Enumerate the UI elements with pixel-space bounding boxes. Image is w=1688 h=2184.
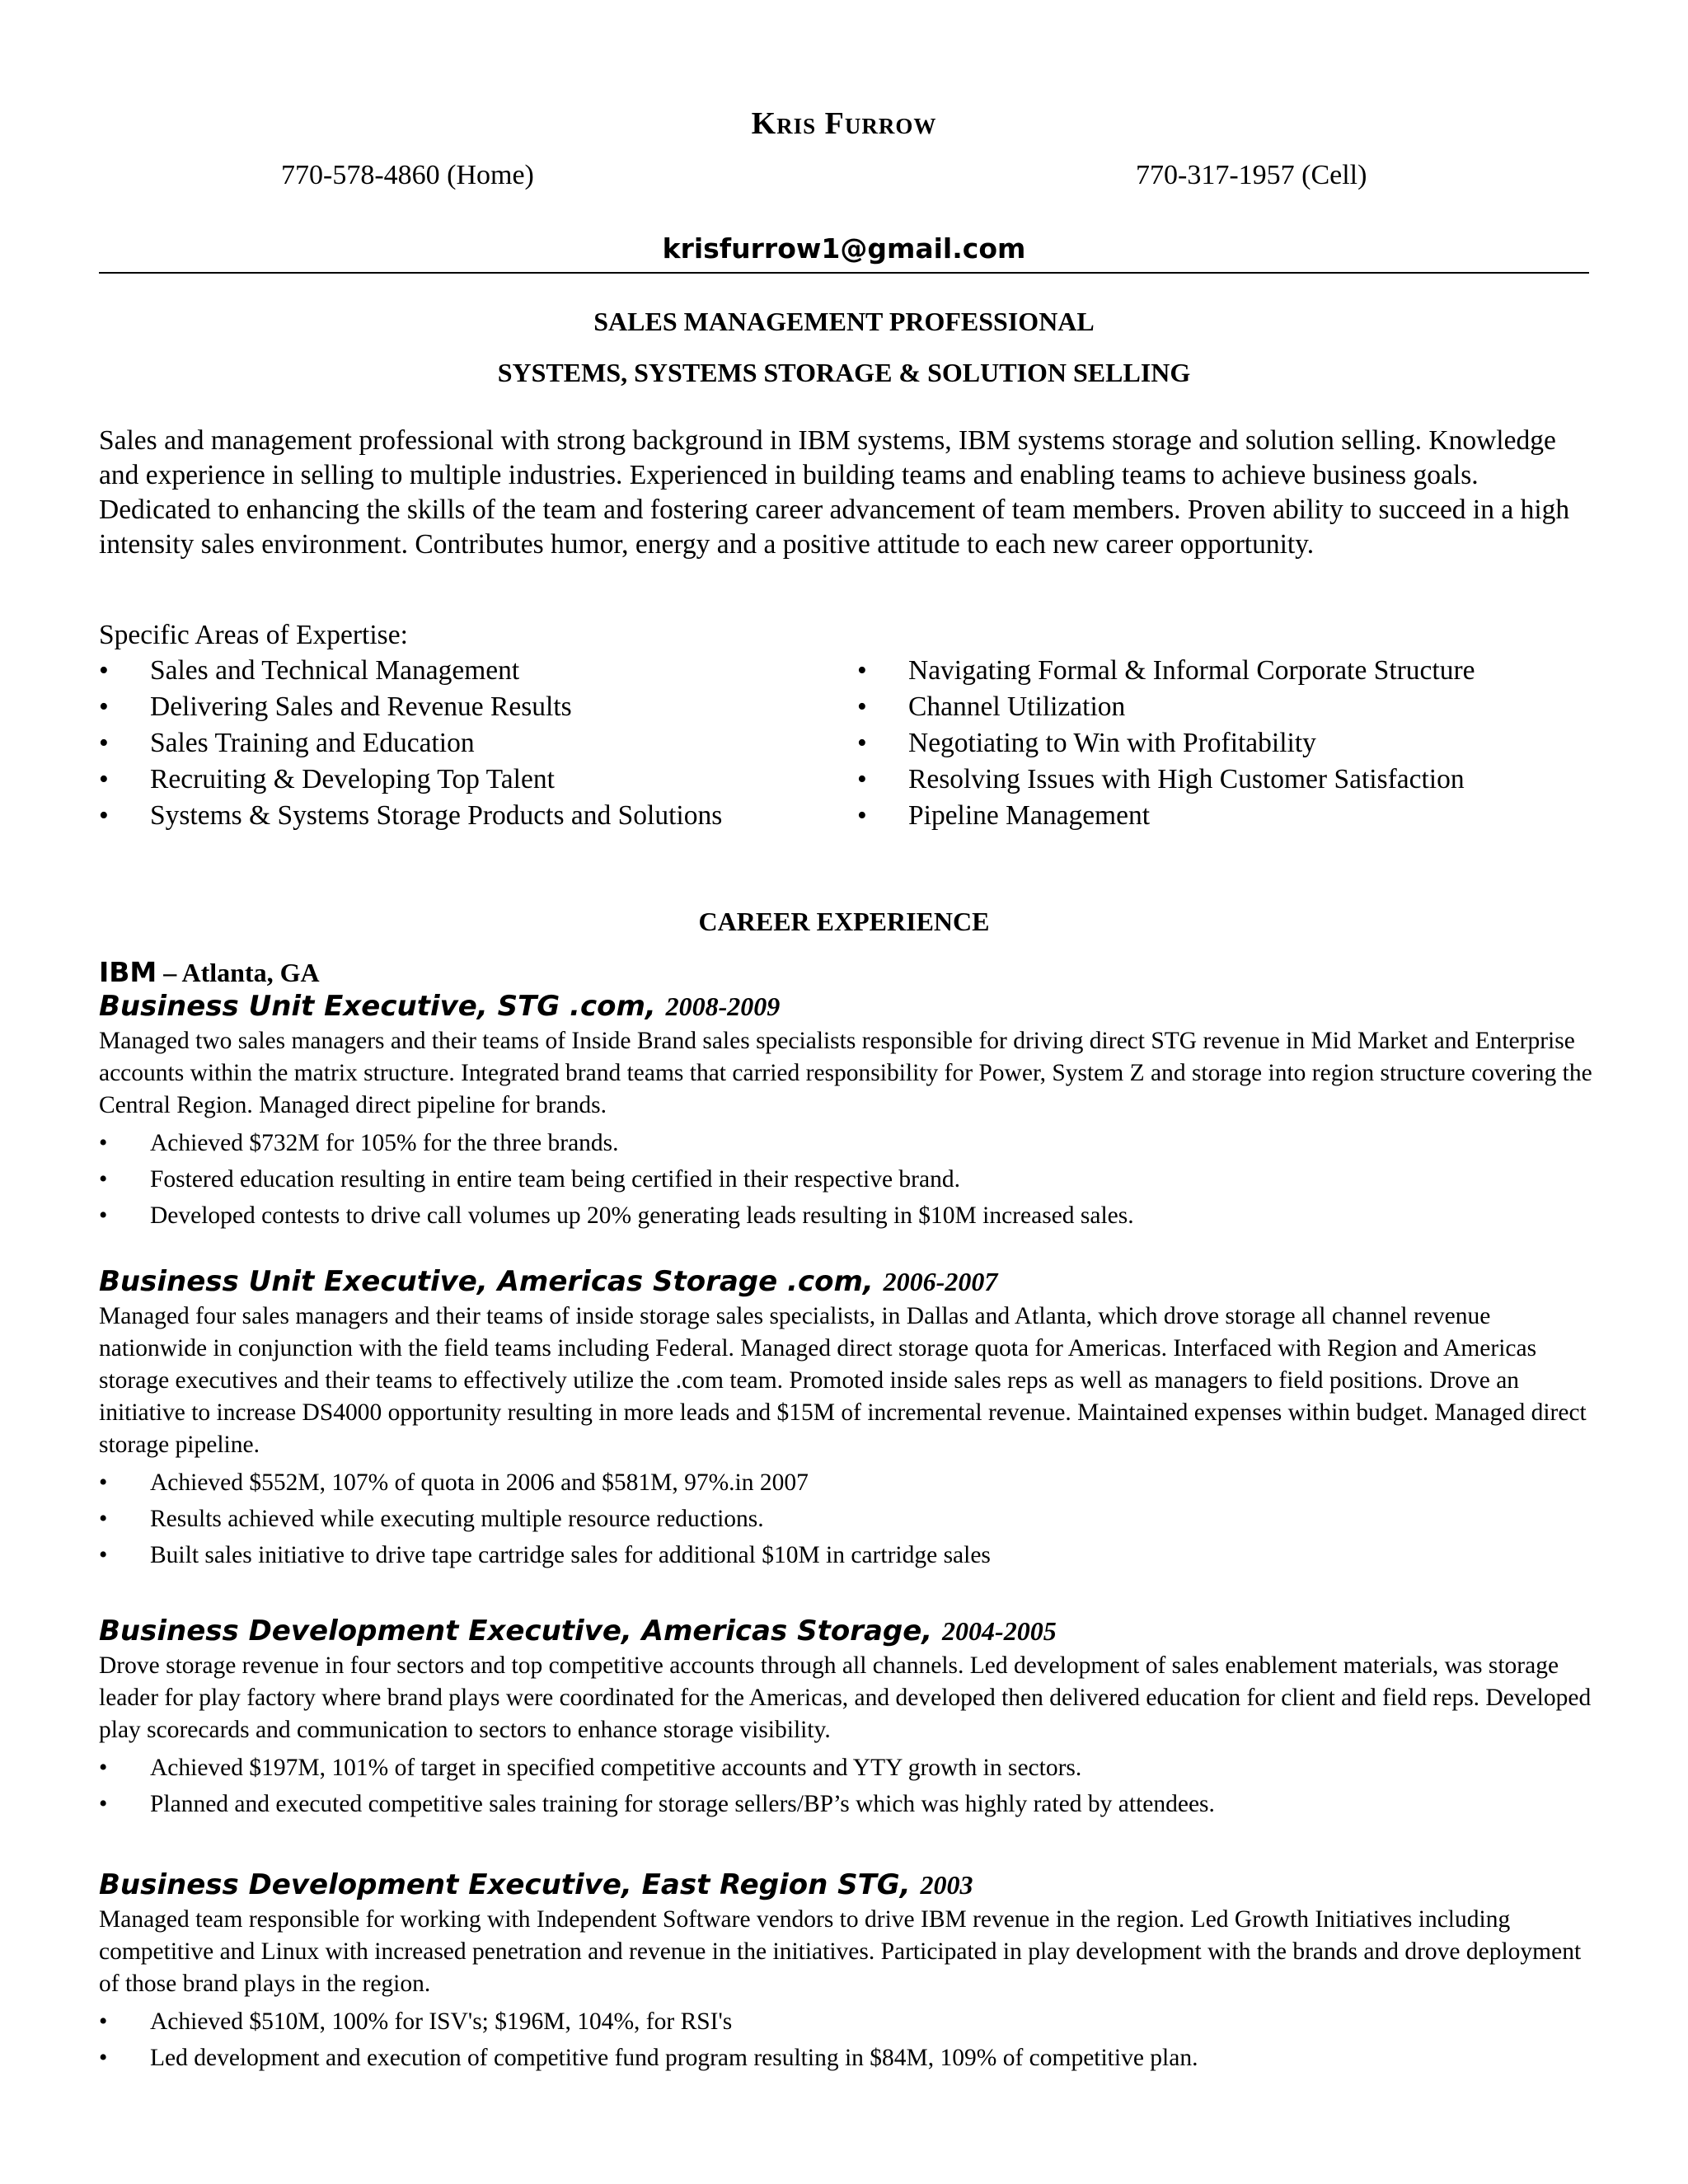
job-entry xyxy=(99,1263,1599,1573)
expertise-item: Recruiting & Developing Top Talent xyxy=(150,764,555,794)
company-name: IBM xyxy=(99,956,157,988)
expertise-item: Sales Training and Education xyxy=(150,728,475,758)
job-title: Business Unit Executive, STG .com, xyxy=(99,990,666,1023)
bullet-icon: • xyxy=(99,2008,108,2035)
job-description: Managed four sales managers and their teams of inside storage sales specialists, in Dallas and Atlanta, which drove storage all channel revenue nationwide in conjunction with the field teams including Federal. Managed direct storage quota for Americas. Interfaced with Region and Americas storage executives and their teams to effectively utilize the .com team. Promoted inside sales reps as well as managers to field positions. Drove an initiative to increase DS4000 opportunity resulting in more leads and $15M of incremental revenue. Maintained expenses within budget. Managed direct storage pipeline. xyxy=(99,1303,1587,1458)
bullet-icon: • xyxy=(857,728,867,758)
expertise-item: Delivering Sales and Revenue Results xyxy=(150,691,572,722)
achievement-text: Achieved $510M, 100% for ISV's; $196M, 104%, for RSI's xyxy=(150,2008,733,2035)
expertise-item: Navigating Formal & Informal Corporate Structure xyxy=(908,655,1475,686)
list-item xyxy=(99,762,857,798)
list-item xyxy=(99,1197,1599,1234)
expertise-item: Sales and Technical Management xyxy=(150,655,520,686)
list-item xyxy=(99,2040,1599,2076)
job-title: Business Development Executive, East Region STG, xyxy=(99,1868,921,1901)
bullet-icon: • xyxy=(857,800,867,831)
candidate-name: Kris Furrow xyxy=(751,106,937,141)
bullet-icon: • xyxy=(99,800,109,831)
list-item xyxy=(99,798,857,834)
bullet-icon: • xyxy=(99,764,109,794)
achievement-text: Achieved $552M, 107% of quota in 2006 and $581M, 97%.in 2007 xyxy=(150,1469,809,1496)
headline-secondary: SYSTEMS, SYSTEMS STORAGE & SOLUTION SELLING xyxy=(497,358,1191,387)
job-years: 2008-2009 xyxy=(665,991,781,1021)
list-item xyxy=(99,689,857,725)
list-item xyxy=(99,1465,1599,1501)
job-achievements xyxy=(99,1750,1599,1822)
expertise-item: Resolving Issues with High Customer Satisfaction xyxy=(908,764,1465,794)
bullet-icon: • xyxy=(99,1202,108,1229)
bullet-icon: • xyxy=(857,655,867,686)
cell-phone: 770-317-1957 (Cell) xyxy=(1136,160,1367,190)
bullet-icon: • xyxy=(857,764,867,794)
bullet-icon: • xyxy=(99,1755,108,1781)
list-item xyxy=(99,1786,1599,1822)
achievement-text: Achieved $732M for 105% for the three brands. xyxy=(150,1130,619,1156)
list-item xyxy=(857,689,1582,725)
bullet-icon: • xyxy=(99,1791,108,1817)
expertise-label: Specific Areas of Expertise: xyxy=(99,620,408,650)
achievement-text: Led development and execution of competitive fund program resulting in $84M, 109% of competitive plan. xyxy=(150,2045,1198,2071)
achievement-text: Planned and executed competitive sales training for storage sellers/BP’s which was highly rated by attendees. xyxy=(150,1791,1215,1817)
bullet-icon: • xyxy=(857,691,867,722)
list-item xyxy=(99,1537,1599,1573)
list-item xyxy=(99,725,857,762)
achievement-text: Fostered education resulting in entire team being certified in their respective brand. xyxy=(150,1166,960,1193)
company-location: – Atlanta, GA xyxy=(157,958,320,987)
bullet-icon: • xyxy=(99,1542,108,1568)
header-divider xyxy=(99,272,1589,274)
job-title-line xyxy=(99,1612,1599,1650)
email-address[interactable]: krisfurrow1@gmail.com xyxy=(662,232,1026,265)
expertise-list-right xyxy=(857,653,1582,834)
expertise-item: Negotiating to Win with Profitability xyxy=(908,728,1316,758)
job-achievements xyxy=(99,1125,1599,1234)
list-item xyxy=(857,725,1582,762)
job-years: 2006-2007 xyxy=(883,1267,998,1296)
headline-primary: SALES MANAGEMENT PROFESSIONAL xyxy=(593,307,1095,336)
expertise-list-left xyxy=(99,653,857,834)
expertise-item: Systems & Systems Storage Products and Solutions xyxy=(150,800,723,831)
job-achievements xyxy=(99,1465,1599,1573)
bullet-icon: • xyxy=(99,1506,108,1532)
achievement-text: Results achieved while executing multiple resource reductions. xyxy=(150,1506,764,1532)
home-phone: 770-578-4860 (Home) xyxy=(281,160,534,190)
list-item xyxy=(99,1750,1599,1786)
bullet-icon: • xyxy=(99,1166,108,1193)
expertise-item: Channel Utilization xyxy=(908,691,1126,722)
job-entry xyxy=(99,987,1599,1234)
list-item xyxy=(857,653,1582,689)
list-item xyxy=(99,1501,1599,1537)
achievement-text: Achieved $197M, 101% of target in specified competitive accounts and YTY growth in sectors. xyxy=(150,1755,1082,1781)
job-entry xyxy=(99,1612,1599,1822)
job-title-line xyxy=(99,987,1599,1025)
job-description: Drove storage revenue in four sectors and top competitive accounts through all channels. Led development of sales enablement materials, was storage leader for play factory where brand plays were coordinated for the Americas, and developed then delivered education for client and field reps. Developed play scorecards and communication to sectors to enhance storage visibility. xyxy=(99,1652,1592,1743)
list-item xyxy=(857,762,1582,798)
list-item xyxy=(99,2004,1599,2040)
company-line xyxy=(99,956,320,988)
achievement-text: Built sales initiative to drive tape cartridge sales for additional $10M in cartridge sales xyxy=(150,1542,991,1568)
bullet-icon: • xyxy=(99,655,109,686)
list-item xyxy=(99,1125,1599,1161)
job-title: Business Development Executive, Americas Storage, xyxy=(99,1615,943,1647)
job-title: Business Unit Executive, Americas Storage .com, xyxy=(99,1265,884,1298)
bullet-icon: • xyxy=(99,1469,108,1496)
bullet-icon: • xyxy=(99,691,109,722)
list-item xyxy=(857,798,1582,834)
job-entry xyxy=(99,1866,1599,2076)
job-title-line xyxy=(99,1866,1599,1904)
job-description: Managed two sales managers and their teams of Inside Brand sales specialists responsible for driving direct STG revenue in Mid Market and Enterprise accounts within the matrix structure. Integrated brand teams that carried responsibility for Power, System Z and storage into region structure covering the Central Region. Managed direct pipeline for brands. xyxy=(99,1028,1592,1118)
list-item xyxy=(99,653,857,689)
achievement-text: Developed contests to drive call volumes up 20% generating leads resulting in $10M increased sales. xyxy=(150,1202,1134,1229)
bullet-icon: • xyxy=(99,1130,108,1156)
job-years: 2003 xyxy=(920,1870,973,1900)
career-heading: CAREER EXPERIENCE xyxy=(698,907,990,936)
list-item xyxy=(99,1161,1599,1197)
bullet-icon: • xyxy=(99,728,109,758)
job-title-line xyxy=(99,1263,1599,1301)
professional-summary: Sales and management professional with strong background in IBM systems, IBM systems storage and solution selling. Knowledge and experience in selling to multiple industries. Experienced in building teams and enabling teams to achieve business goals. Dedicated to enhancing the skills of the team and fostering career advancement of team members. Proven ability to succeed in a high intensity sales environment. Contributes humor, energy and a positive attitude to each new career opportunity. xyxy=(99,425,1570,560)
job-achievements xyxy=(99,2004,1599,2076)
job-description: Managed team responsible for working with Independent Software vendors to drive IBM revenue in the region. Led Growth Initiatives including competitive and Linux with increased penetration and revenue in the initiatives. Participated in play development with the brands and drove deployment of those brand plays in the region. xyxy=(99,1906,1582,1997)
job-years: 2004-2005 xyxy=(942,1616,1057,1646)
bullet-icon: • xyxy=(99,2045,108,2071)
expertise-item: Pipeline Management xyxy=(908,800,1151,831)
